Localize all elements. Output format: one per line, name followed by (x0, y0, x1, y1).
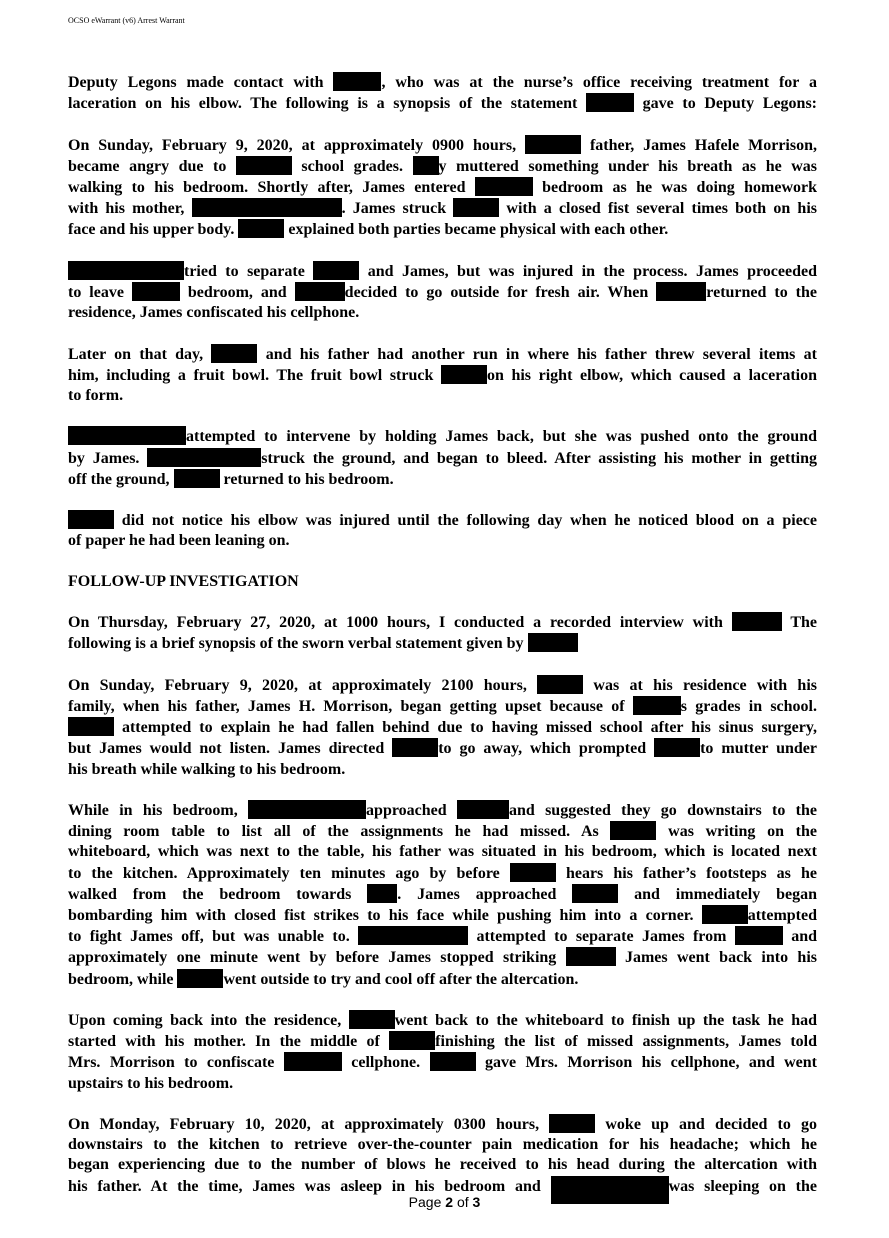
paragraph-10 (68, 1010, 817, 1094)
redaction-box (177, 969, 223, 988)
text-line: to form. (68, 387, 124, 404)
text-line: family, when his father, James H. Morrison, began getting upset because of s grades in school. (68, 697, 817, 715)
text-line: his breath while walking to his bedroom. (68, 760, 346, 778)
paragraph-5 (68, 426, 817, 490)
text-line: Mrs. Morrison to confiscate cellphone. gave Mrs. Morrison his cellphone, and went (68, 1054, 818, 1072)
redaction-box (68, 261, 184, 280)
redaction-box (510, 863, 556, 882)
text-line: bombarding him with closed fist strikes to his face while pushing him into a corner. attempted (68, 906, 817, 924)
redaction-box (735, 926, 783, 945)
redaction-box (132, 282, 180, 301)
text-line: attempted to explain he had fallen behind due to having missed school after his sinus surgery, (68, 717, 817, 738)
paragraph-4 (68, 344, 817, 407)
redaction-box (453, 198, 499, 217)
redaction-box (586, 93, 634, 112)
paragraph-9 (68, 800, 817, 990)
redaction-box (702, 905, 748, 924)
text-line: tried to separate and James, but was injured in the process. James proceeded (68, 261, 817, 282)
redaction-box (441, 365, 487, 384)
paragraph-7 (68, 612, 817, 654)
text-line: bedroom, while went outside to try and cool off after the altercation. (68, 970, 579, 988)
text-line: laceration on his elbow. The following is a synopsis of the statement gave to Deputy Legons: (68, 95, 817, 113)
text-line: his father. At the time, James was asleep in his bedroom and was sleeping on the (68, 1176, 817, 1204)
text-line: began experiencing due to the number of blows he received to his head during the altercation with (68, 1156, 817, 1174)
text-line: On Sunday, February 9, 2020, at approximately 0900 hours, father, James Hafele Morrison, (68, 136, 817, 154)
redaction-box (389, 1031, 435, 1050)
text-line: to fight James off, but was unable to. attempted to separate James from and (68, 928, 817, 946)
text-line: to leave bedroom, and decided to go outside for fresh air. When returned to the (68, 284, 818, 301)
text-line: upstairs to his bedroom. (68, 1074, 234, 1092)
text-line: downstairs to the kitchen to retrieve over-the-counter pain medication for his headache; which he (68, 1136, 817, 1154)
redaction-box (572, 884, 618, 903)
text-line: did not notice his elbow was injured until the following day when he noticed blood on a piece (68, 510, 817, 531)
redaction-box (295, 282, 345, 301)
text-line: of paper he had been leaning on. (68, 532, 290, 550)
redaction-box (732, 612, 782, 631)
text-line: following is a brief synopsis of the sworn verbal statement given by (68, 633, 817, 654)
redaction-box (236, 156, 292, 175)
redaction-box (284, 1052, 342, 1071)
redaction-box (349, 1010, 395, 1029)
page-label: Page (408, 1194, 446, 1210)
text-line: walking to his bedroom. Shortly after, James entered bedroom as he was doing homework (68, 179, 818, 196)
text-line: whiteboard, which was next to the table, his father was situated in his bedroom, which is located next (68, 843, 817, 861)
text-line: approximately one minute went by before James stopped striking James went back into his (68, 949, 817, 967)
text-line: Deputy Legons made contact with , who was at the nurse’s office receiving treatment for a (68, 74, 818, 91)
text-line: dining room table to list all of the assignments he had missed. As was writing on the (68, 823, 818, 841)
paragraph-1 (68, 72, 817, 114)
paragraph-11 (68, 1114, 817, 1204)
text-line: Later on that day, and his father had another run in where his father threw several items at (68, 345, 817, 363)
paragraph-6 (68, 510, 817, 551)
paragraph-8 (68, 675, 817, 780)
text-line: by James. struck the ground, and began to bleed. After assisting his mother in getting (68, 449, 817, 467)
page-footer (0, 1194, 889, 1210)
text-line: residence, James confiscated his cellphone. (68, 304, 360, 322)
text-line: with his mother, . James struck with a closed fist several times both on his (68, 200, 817, 218)
redaction-box (430, 1052, 476, 1071)
page-of-label: of (453, 1194, 473, 1210)
redaction-box (313, 261, 359, 280)
redaction-box (192, 198, 342, 217)
redaction-box (358, 926, 468, 945)
text-line: to the kitchen. Approximately ten minutes ago by before hears his father’s footsteps as he (68, 864, 818, 882)
text-line: off the ground, returned to his bedroom. (68, 470, 394, 488)
redaction-box (475, 177, 533, 196)
document-body (68, 72, 817, 1224)
redaction-box (147, 448, 261, 467)
redaction-box (549, 1114, 595, 1133)
text-line: but James would not listen. James directed to go away, which prompted to mutter under (68, 740, 818, 758)
redaction-box (68, 426, 186, 445)
text-line: became angry due to school grades. y muttered something under his breath as he was (68, 157, 818, 175)
redaction-box (333, 72, 381, 91)
redaction-box (392, 738, 438, 757)
redaction-box (367, 884, 397, 903)
section-heading: FOLLOW-UP INVESTIGATION (68, 572, 299, 590)
redaction-box (68, 717, 114, 736)
total-pages-number: 3 (472, 1194, 481, 1210)
text-line: Upon coming back into the residence, went back to the whiteboard to finish up the task he had (68, 1011, 818, 1029)
redaction-box (457, 800, 509, 819)
redaction-box (413, 156, 439, 175)
redaction-box (238, 219, 284, 238)
text-line: started with his mother. In the middle of finishing the list of missed assignments, James told (68, 1033, 818, 1051)
redaction-box (525, 135, 581, 154)
redaction-box (654, 738, 700, 757)
text-line: On Thursday, February 27, 2020, at 1000 hours, I conducted a recorded interview with The (68, 614, 817, 632)
redaction-box (248, 800, 366, 819)
current-page-number: 2 (445, 1194, 454, 1210)
text-line: attempted to intervene by holding James back, but she was pushed onto the ground (68, 426, 817, 447)
redaction-box (537, 675, 583, 694)
text-line: him, including a fruit bowl. The fruit bowl struck on his right elbow, which caused a laceration (68, 366, 818, 384)
redaction-box (174, 469, 220, 488)
text-line: While in his bedroom, approached and suggested they go downstairs to the (68, 801, 818, 819)
redaction-box (656, 282, 706, 301)
redaction-box (633, 696, 681, 715)
paragraph-2 (68, 135, 817, 241)
text-line: walked from the bedroom towards . James approached and immediately began (68, 885, 818, 903)
redaction-box (211, 344, 257, 363)
text-line: face and his upper body. explained both parties became physical with each other. (68, 221, 669, 239)
text-line: On Sunday, February 9, 2020, at approximately 2100 hours, was at his residence with his (68, 676, 817, 694)
text-line: On Monday, February 10, 2020, at approximately 0300 hours, woke up and decided to go (68, 1115, 818, 1133)
paragraph-3 (68, 261, 817, 324)
redaction-box (610, 821, 656, 840)
document-header: OCSO eWarrant (v6) Arrest Warrant (68, 16, 185, 25)
redaction-box (566, 947, 616, 966)
redaction-box (528, 633, 578, 652)
redaction-box (68, 510, 114, 529)
